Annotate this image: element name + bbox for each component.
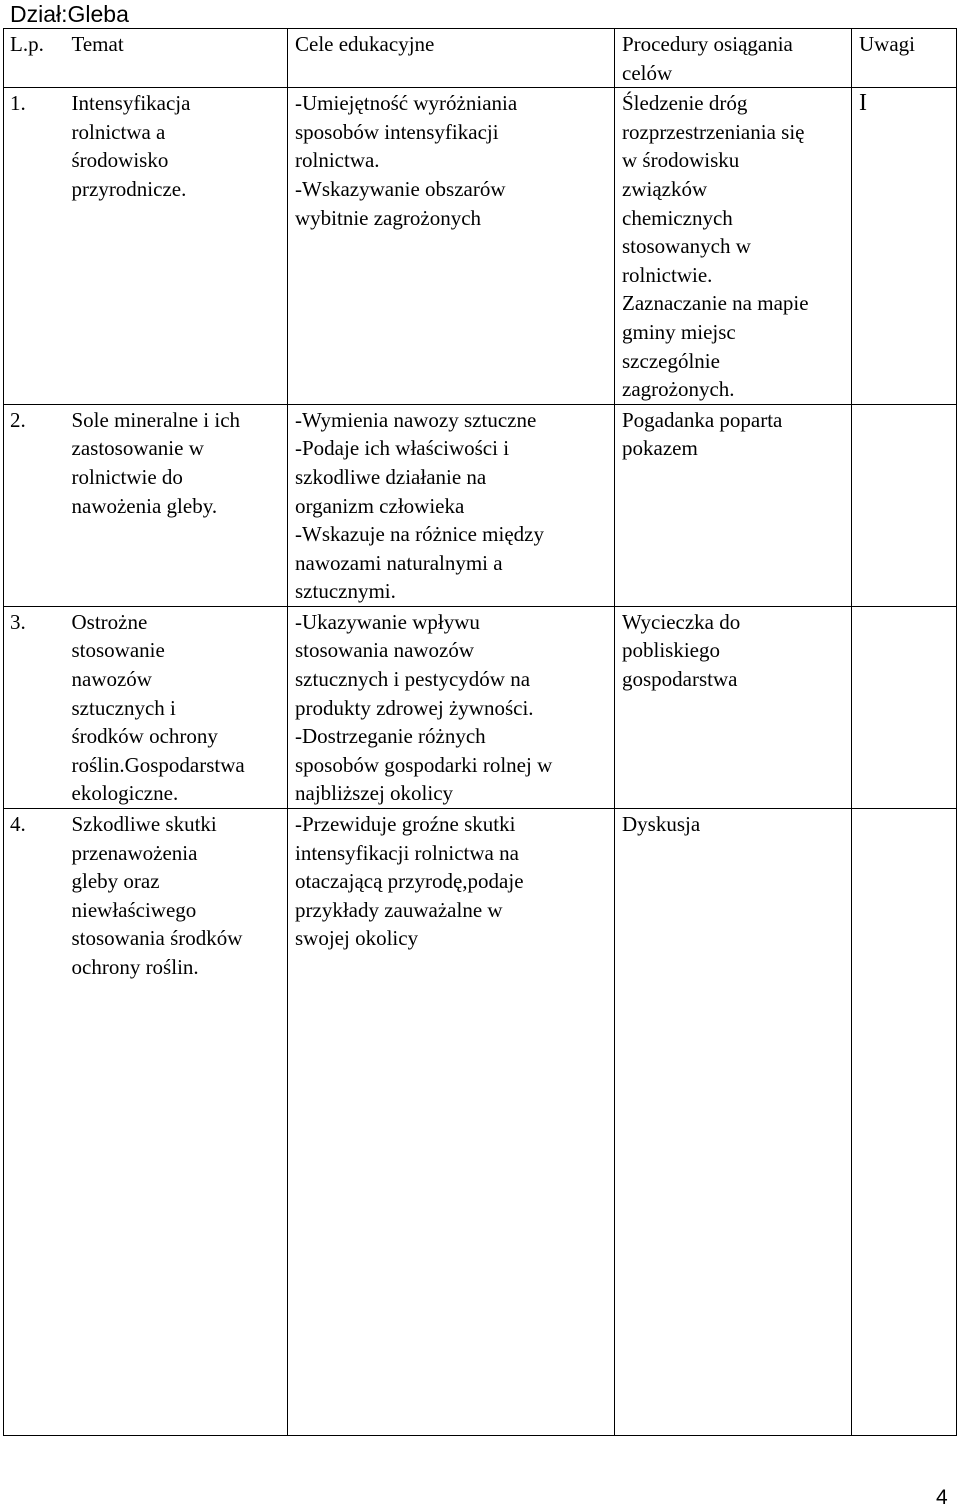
row-topic <box>70 404 288 606</box>
procedures-line: Wycieczka do <box>622 609 741 634</box>
topic-line: nawozów <box>71 667 152 692</box>
goals-line: -Ukazywanie wpływu <box>295 609 480 634</box>
header-procedures-line: Procedury osiągania <box>622 32 793 56</box>
header-goals: Cele edukacyjne <box>288 29 615 88</box>
topic-line: gleby oraz <box>71 869 160 894</box>
goals-line: najbliższej okolicy <box>295 781 454 806</box>
section-title: Dział:Gleba <box>10 1 129 27</box>
goals-line: sztucznymi. <box>295 579 396 604</box>
goals-line: produkty zdrowej żywności. <box>295 695 534 720</box>
topic-line: przyrodnicze. <box>71 176 187 201</box>
row-number: 3. <box>4 606 70 808</box>
row-goals <box>288 809 615 1436</box>
row-procedures <box>615 809 852 1436</box>
goals-line: organizm człowieka <box>295 493 465 518</box>
row-procedures <box>615 404 852 606</box>
table-row <box>4 404 957 606</box>
procedures-line: związków <box>622 176 708 201</box>
header-notes: Uwagi <box>852 29 957 88</box>
goals-line: -Dostrzeganie różnych <box>295 724 486 749</box>
row-goals <box>288 404 615 606</box>
topic-line: Intensyfikacja <box>71 91 191 116</box>
procedures-line: rozprzestrzeniania się <box>622 119 805 144</box>
goals-line: swojej okolicy <box>295 926 419 951</box>
goals-line: przykłady zauważalne w <box>295 897 503 922</box>
curriculum-table <box>3 28 957 1436</box>
procedures-line: zagrożonych. <box>622 377 735 402</box>
goals-line: sztucznych i pestycydów na <box>295 667 531 692</box>
goals-line: wybitnie zagrożonych <box>295 205 482 230</box>
topic-line: środowisko <box>71 148 169 173</box>
row-topic <box>70 88 288 405</box>
row-number: 2. <box>4 404 70 606</box>
topic-line: Sole mineralne i ich <box>71 407 241 432</box>
topic-line: stosowanie <box>71 638 165 663</box>
goals-line: -Podaje ich właściwości i <box>295 436 510 461</box>
procedures-line: pobliskiego <box>622 638 720 663</box>
goals-line: -Umiejętność wyróżniania <box>295 91 518 116</box>
procedures-line: szczególnie <box>622 348 720 373</box>
row-procedures <box>615 606 852 808</box>
header-topic: Temat <box>70 29 288 88</box>
procedures-line: gospodarstwa <box>622 667 738 692</box>
topic-line: sztucznych i <box>71 695 176 720</box>
goals-line: szkodliwe działanie na <box>295 464 487 489</box>
row-goals <box>288 88 615 405</box>
topic-line: rolnictwie do <box>71 464 183 489</box>
goals-line: otaczającą przyrodę,podaje <box>295 869 524 894</box>
goals-line: -Wskazuje na różnice między <box>295 522 544 547</box>
row-number: 4. <box>4 809 70 1436</box>
topic-line: przenawożenia <box>71 840 198 865</box>
header-lp: L.p. <box>4 29 70 88</box>
procedures-line: w środowisku <box>622 148 740 173</box>
procedures-line: Zaznaczanie na mapie <box>622 291 809 316</box>
goals-line: sposobów intensyfikacji <box>295 119 499 144</box>
topic-line: stosowania środków <box>71 926 243 951</box>
row-number: 1. <box>4 88 70 405</box>
topic-line: ochrony roślin. <box>71 955 199 979</box>
procedures-line: Dyskusja <box>622 812 701 837</box>
topic-line: ekologiczne. <box>71 781 179 806</box>
header-procedures-line: celów <box>622 60 673 85</box>
procedures-line: chemicznych <box>622 205 733 230</box>
row-notes <box>852 404 957 606</box>
goals-line: -Wymienia nawozy sztuczne <box>295 407 537 432</box>
table-row <box>4 809 957 1436</box>
goals-line: stosowania nawozów <box>295 638 475 663</box>
topic-line: środków ochrony <box>71 724 218 749</box>
goals-line: -Przewiduje groźne skutki <box>295 812 516 837</box>
header-procedures <box>615 29 852 88</box>
goals-line: sposobów gospodarki rolnej w <box>295 752 553 777</box>
procedures-line: rolnictwie. <box>622 262 713 287</box>
row-procedures <box>615 88 852 405</box>
topic-line: roślin.Gospodarstwa <box>71 752 245 777</box>
row-notes <box>852 606 957 808</box>
goals-line: nawozami naturalnymi a <box>295 550 503 575</box>
topic-line: rolnictwa a <box>71 119 166 144</box>
topic-line: Szkodliwe skutki <box>71 812 217 837</box>
topic-line: nawożenia gleby. <box>71 493 218 518</box>
table-row <box>4 606 957 808</box>
table-header-row <box>4 29 957 88</box>
goals-line: intensyfikacji rolnictwa na <box>295 840 519 865</box>
page-number: 4 <box>936 1486 948 1509</box>
row-notes <box>852 809 957 1436</box>
procedures-line: Pogadanka poparta <box>622 407 783 432</box>
topic-line: zastosowanie w <box>71 436 204 461</box>
row-topic <box>70 606 288 808</box>
topic-line: Ostrożne <box>71 609 148 634</box>
row-goals <box>288 606 615 808</box>
row-topic <box>70 809 288 1436</box>
procedures-line: pokazem <box>622 436 698 461</box>
procedures-line: gminy miejsc <box>622 319 736 344</box>
goals-line: -Wskazywanie obszarów <box>295 176 506 201</box>
table-row <box>4 88 957 405</box>
topic-line: niewłaściwego <box>71 897 197 922</box>
procedures-line: stosowanych w <box>622 234 751 259</box>
goals-line: rolnictwa. <box>295 148 380 173</box>
procedures-line: Śledzenie dróg <box>622 91 748 116</box>
row-notes: I <box>852 88 957 405</box>
